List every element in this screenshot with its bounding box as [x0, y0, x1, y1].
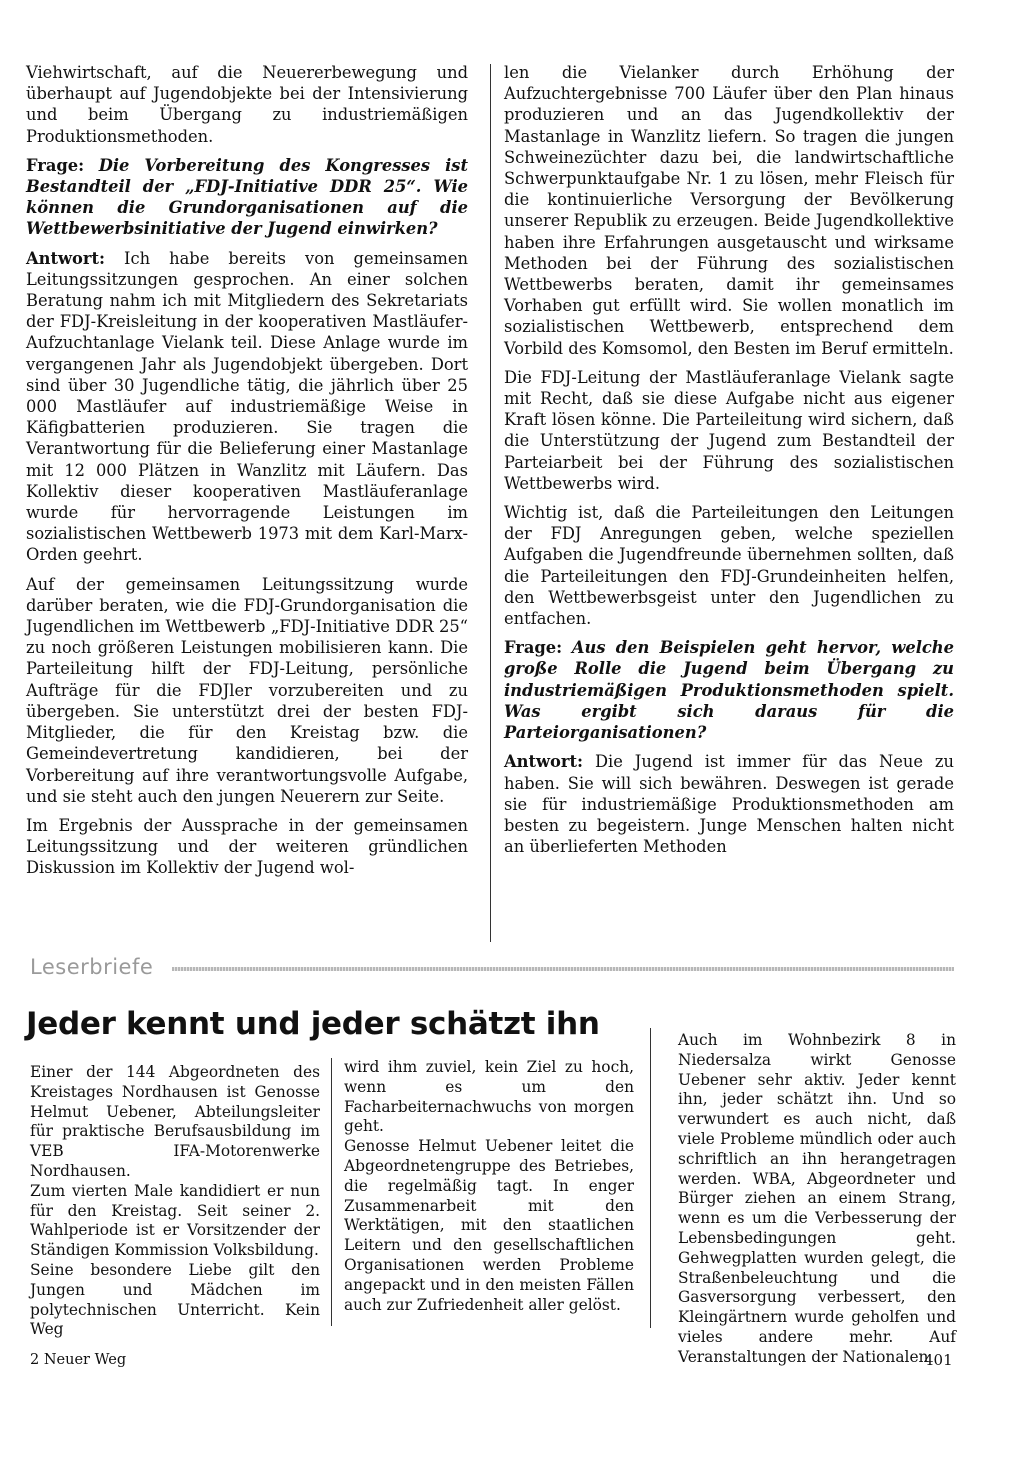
- question-label: Frage:: [26, 155, 85, 175]
- footer-publication: 2 Neuer Weg: [30, 1352, 127, 1368]
- article-paragraph: Im Ergebnis der Aussprache in der gemeinsamen Leitungssitzung und der weiteren gründlichen Diskussion im Kollektiv der Jugend wol-: [26, 815, 468, 878]
- question-text: Aus den Beispielen geht hervor, welche große Rolle die Jugend beim Übergang zu industriemäßigen Produktionsmethoden spielt. Was ergibt sich daraus für die Parteiorganisationen?: [504, 638, 954, 743]
- answer-text: Die Jugend ist immer für das Neue zu haben. Sie will sich bewähren. Deswegen ist gerade sie für industriemäßige Produktionsmethoden am besten zu begeistern. Junge Menschen halten nicht an überlieferten Methoden: [504, 752, 954, 857]
- article-paragraph: len die Vielanker durch Erhöhung der Aufzuchtergebnisse 700 Läufer über den Plan hinaus produzieren und an das Jugendkollektiv der Mastanlage in Wanzlitz liefern. So tragen die jungen Schweinezüchter dazu bei, die landwirtschaftliche Schwerpunktaufgabe Nr. 1 zu lösen, mehr Fleisch für die kontinuierliche Versorgung der Bevölkerung unserer Republik zu erzeugen. Beide Jugendkollektive haben ihre Erfahrungen ausgetauscht und wirksame Methoden bei der Führung des sozialistischen Wettbewerbs beraten, damit ihr gemeinsames Vorhaben gut erfüllt wird. Sie wollen monatlich im sozialistischen Wettbewerb, entsprechend dem Vorbild des Komsomol, den Besten im Beruf ermitteln.: [504, 63, 954, 358]
- page-number: 401: [924, 1351, 953, 1369]
- answer-paragraph: [504, 751, 954, 857]
- letter-paragraph: Auch im Wohnbezirk 8 in Niedersalza wirkt Genosse Uebener sehr aktiv. Jeder kennt ihn, jeder schätzt ihn. Und so verwundert es auch nicht, daß viele Probleme mündlich oder auch schriftlich an ihn herangetragen werden. WBA, Abgeordneter und Bürger ziehen an einem Strang, wenn es um die Verbesserung der Lebensbedingungen geht. Gehwegplatten wurden gelegt, die Straßenbeleuchtung und die Gasversorgung verbessert, den Kleingärtnern wurde geholfen und vieles andere mehr. Auf Veranstaltungen der Nationalen: [678, 1031, 956, 1366]
- column-divider: [331, 1058, 332, 1326]
- letter-paragraph: wird ihm zuviel, kein Ziel zu hoch, wenn es um den Facharbeiternachwuchs von morgen geht.: [344, 1058, 634, 1136]
- letter-column-2: [344, 1058, 634, 1315]
- question-label: Frage:: [504, 638, 563, 658]
- letter-paragraph: Einer der 144 Abgeordneten des Kreistages Nordhausen ist Genosse Helmut Uebener, Abteilungsleiter für praktische Berufsausbildung im VEB IFA-Motorenwerke Nordhausen.: [30, 1063, 320, 1180]
- section-label-leserbriefe: Leserbriefe: [30, 955, 154, 979]
- article-right-column: [504, 62, 954, 865]
- section-rule: [172, 967, 954, 971]
- letter-column-1: [30, 1063, 320, 1340]
- letter-paragraph: Seine besondere Liebe gilt den Jungen und Mädchen im polytechnischen Unterricht. Kein Weg: [30, 1260, 320, 1339]
- article-paragraph: Wichtig ist, daß die Parteileitungen den Leitungen der FDJ Anregungen geben, welche speziellen Aufgaben die Jugendfreunde übernehmen sollten, daß die Parteileitungen den FDJ-Grundeinheiten helfen, den Wettbewerbsgeist unter den Jugendlichen zu entfachen.: [504, 503, 954, 629]
- answer-label: Antwort:: [26, 248, 105, 268]
- question-paragraph: [26, 155, 468, 240]
- article-paragraph: Auf der gemeinsamen Leitungssitzung wurde darüber beraten, wie die FDJ-Grundorganisation die Jugendlichen im Wettbewerb „FDJ-Initiative DDR 25“ zu noch größeren Leistungen mobilisieren kann. Die Parteileitung hilft der FDJ-Leitung, persönliche Aufträge für die FDJler vorzubereiten und zu übergeben. Sie unterstützt drei der besten FDJ-Mitglieder, die für den Kreistag bzw. die Gemeindevertretung kandidieren, bei der Vorbereitung auf ihre verantwortungsvolle Aufgabe, und sie steht auch den jungen Neuerern zur Seite.: [26, 574, 468, 806]
- article-left-column: [26, 62, 468, 887]
- column-divider: [650, 1028, 651, 1328]
- answer-paragraph: [26, 248, 468, 566]
- question-text: Die Vorbereitung des Kongresses ist Bestandteil der „FDJ-Initiative DDR 25“. Wie können die Grundorganisationen auf die Wettbewerbsinitiative der Jugend einwirken?: [26, 155, 468, 239]
- letter-paragraph: Zum vierten Male kandidiert er nun für den Kreistag. Seit seiner 2. Wahlperiode ist er Vorsitzender der Ständigen Kommission Volksbildung.: [30, 1181, 320, 1260]
- letter-paragraph: Genosse Helmut Uebener leitet die Abgeordnetengruppe des Betriebes, die regelmäßig tagt. In enger Zusammenarbeit mit den Werktätigen, mit den staatlichen Leitern und den gesellschaftlichen Organisationen werden Probleme angepackt und in den meisten Fällen auch zur Zufriedenheit aller gelöst.: [344, 1137, 634, 1314]
- article-paragraph: Die FDJ-Leitung der Mastläuferanlage Vielank sagte mit Recht, daß sie diese Aufgabe nicht aus eigener Kraft lösen könne. Die Parteileitung wird sichern, daß die Unterstützung der Jugend zum Bestandteil der Parteiarbeit bei der Führung des sozialistischen Wettbewerbs wird.: [504, 367, 954, 493]
- answer-text: Ich habe bereits von gemeinsamen Leitungssitzungen gesprochen. An einer solchen Beratung nahm ich mit Mitgliedern des Sekretariats der FDJ-Kreisleitung in der kooperativen Mastläufer-Aufzuchtanlage Vielank teil. Diese Anlage wurde im vergangenen Jahr als Jugendobjekt übergeben. Dort sind über 30 Jugendliche tätig, die jährlich über 25 000 Mastläufer auf industriemäßige Weise in Käfigbatterien produzieren. Sie tragen die Verantwortung für die Belieferung einer Mastanlage mit 12 000 Plätzen in Wanzlitz mit Läufern. Das Kollektiv dieser kooperativen Mastläuferanlage wurde für hervorragende Leistungen im sozialistischen Wettbewerb 1973 mit dem Karl-Marx-Orden geehrt.: [26, 248, 468, 565]
- question-paragraph: [504, 637, 954, 743]
- article-paragraph: Viehwirtschaft, auf die Neuererbewegung und überhaupt auf Jugendobjekte bei der Intensivierung und beim Übergang zu industriemäßigen Produktionsmethoden.: [26, 63, 468, 146]
- letter-headline: Jeder kennt und jeder schätzt ihn: [26, 1006, 600, 1042]
- column-divider: [490, 64, 491, 942]
- letter-column-3: [678, 1031, 956, 1368]
- answer-label: Antwort:: [504, 752, 583, 772]
